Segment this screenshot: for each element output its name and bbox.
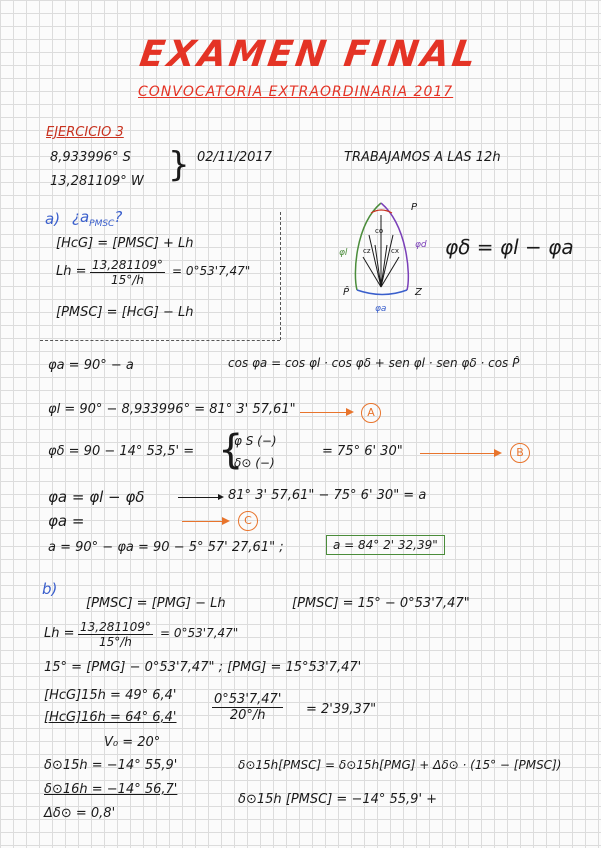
diagram-label-cz: cz: [363, 247, 371, 255]
lh-numerator: 13,281109°: [92, 258, 163, 272]
arrow-to-b: [420, 453, 500, 454]
decl-16h: δ⊙16h = −14° 56,7': [44, 782, 178, 797]
hcg-eq: [HcG] = [PMSC] + Lh: [56, 236, 194, 251]
lh-fraction: [90, 258, 165, 287]
diagram-bottom-arc: [357, 290, 407, 295]
diagram-label-cx: cx: [391, 247, 399, 255]
brace-top: φ S (−): [234, 434, 277, 448]
cosine-formula: cos φa = cos φl · cos φδ + sen φl · sen φδ · cos P̂: [228, 356, 520, 370]
diagram-ray-2: [369, 235, 381, 287]
lh-result: = 0°53'7,47": [172, 264, 251, 278]
dashed-divider-vertical: [280, 212, 281, 340]
hcg-16h: [HcG]16h = 64° 6,4': [44, 710, 177, 725]
diagram-label-phi-l: φl: [339, 248, 348, 258]
diagram-label-p: P: [411, 202, 418, 213]
part-b-lh-result: = 0°53'7,47": [160, 626, 239, 640]
arrow-to-a: [300, 412, 352, 413]
part-b-label: b): [42, 580, 58, 598]
mark-b: B: [510, 443, 530, 463]
part-b-line1-right: [PMSC] = 15° − 0°53'7,47": [292, 596, 470, 611]
a-result-box: a = 84° 2' 32,39": [326, 535, 445, 555]
part-a-question-end: ?: [114, 208, 123, 226]
decl-15h: δ⊙15h = −14° 55,9': [44, 758, 178, 773]
mark-a: A: [361, 403, 381, 423]
phi-l-line: φl = 90° − 8,933996° = 81° 3' 57,61": [48, 402, 296, 417]
time-fraction: [212, 692, 283, 723]
part-a-question-text: ¿a: [72, 208, 90, 226]
diagram-label-co: co: [375, 227, 384, 235]
big-brace: {: [218, 427, 244, 473]
phi-d-result: = 75° 6' 30": [322, 444, 403, 459]
page-title: EXAMEN FINAL: [137, 34, 482, 75]
phi-a-eq: φa =: [48, 512, 85, 530]
decl-formula-2: δ⊙15h [PMSC] = −14° 55,9' +: [238, 792, 438, 807]
diagram-label-p-hat: P̂: [343, 287, 350, 298]
page-subtitle: CONVOCATORIA EXTRAORDINARIA 2017: [138, 84, 454, 100]
phi-d-line: φδ = 90 − 14° 53,5' =: [48, 444, 195, 459]
pmsc-eq: [PMSC] = [HcG] − Lh: [56, 305, 194, 320]
hcg-15h: [HcG]15h = 49° 6,4': [44, 688, 177, 703]
part-b-lh-fraction: [78, 620, 153, 649]
arrow-to-result: [178, 497, 222, 498]
part-a-question: [72, 208, 122, 229]
a-line: a = 90° − φa = 90 − 5° 57' 27,61" ;: [48, 540, 284, 555]
diagram-ray-5: [381, 257, 399, 287]
part-b-lh-label: Lh =: [44, 626, 75, 641]
latitude: 8,933996° S: [50, 150, 131, 165]
relation-phi-d: φδ = φl − φa: [445, 235, 574, 259]
part-b-lh-numerator: 13,281109°: [80, 620, 151, 634]
v0: V₀ = 20°: [104, 735, 161, 750]
part-b-lh-denominator: 15°/h: [98, 635, 132, 649]
lh-label: Lh =: [56, 264, 87, 279]
phi-a-line: φa = φl − φδ: [48, 488, 145, 506]
part-b-line1: [PMSC] = [PMG] − Lh: [86, 596, 226, 611]
exercise-label: EJERCICIO 3: [46, 125, 124, 140]
decl-formula: δ⊙15h[PMSC] = δ⊙15h[PMG] + Δδ⊙ · (15° − [PMSC]): [238, 758, 562, 772]
brace-bottom: δ⊙ (−): [234, 456, 275, 470]
longitude: 13,281109° W: [50, 174, 144, 189]
diagram-label-phi-a: φa: [375, 304, 387, 314]
celestial-triangle-diagram: [335, 195, 435, 314]
brace: }: [168, 145, 190, 185]
phi-a-def: φa = 90° − a: [48, 358, 134, 373]
part-a-label: a): [45, 210, 61, 228]
part-b-line3: 15° = [PMG] − 0°53'7,47" ; [PMG] = 15°53'7,47': [44, 660, 362, 675]
arrow-to-c: [182, 521, 228, 522]
exam-date: 02/11/2017: [197, 150, 272, 165]
diagram-label-z: Z: [415, 287, 422, 298]
time-denominator: 20°/h: [229, 708, 266, 723]
mark-c: C: [238, 511, 258, 531]
diagram-ray-4: [363, 257, 381, 287]
work-note: TRABAJAMOS A LAS 12h: [344, 150, 501, 165]
time-numerator: 0°53'7,47': [214, 692, 282, 707]
decl-delta: Δδ⊙ = 0,8': [44, 806, 116, 821]
phi-a-result: 81° 3' 57,61" − 75° 6' 30" = a: [228, 488, 427, 503]
diagram-label-phi-d: φd: [415, 240, 427, 250]
dashed-divider-horizontal: [40, 340, 280, 341]
diagram-ray-3: [381, 235, 393, 287]
time-result: = 2'39,37": [306, 702, 377, 717]
lh-denominator: 15°/h: [110, 273, 144, 287]
part-a-question-sub: PMSC: [89, 219, 115, 229]
